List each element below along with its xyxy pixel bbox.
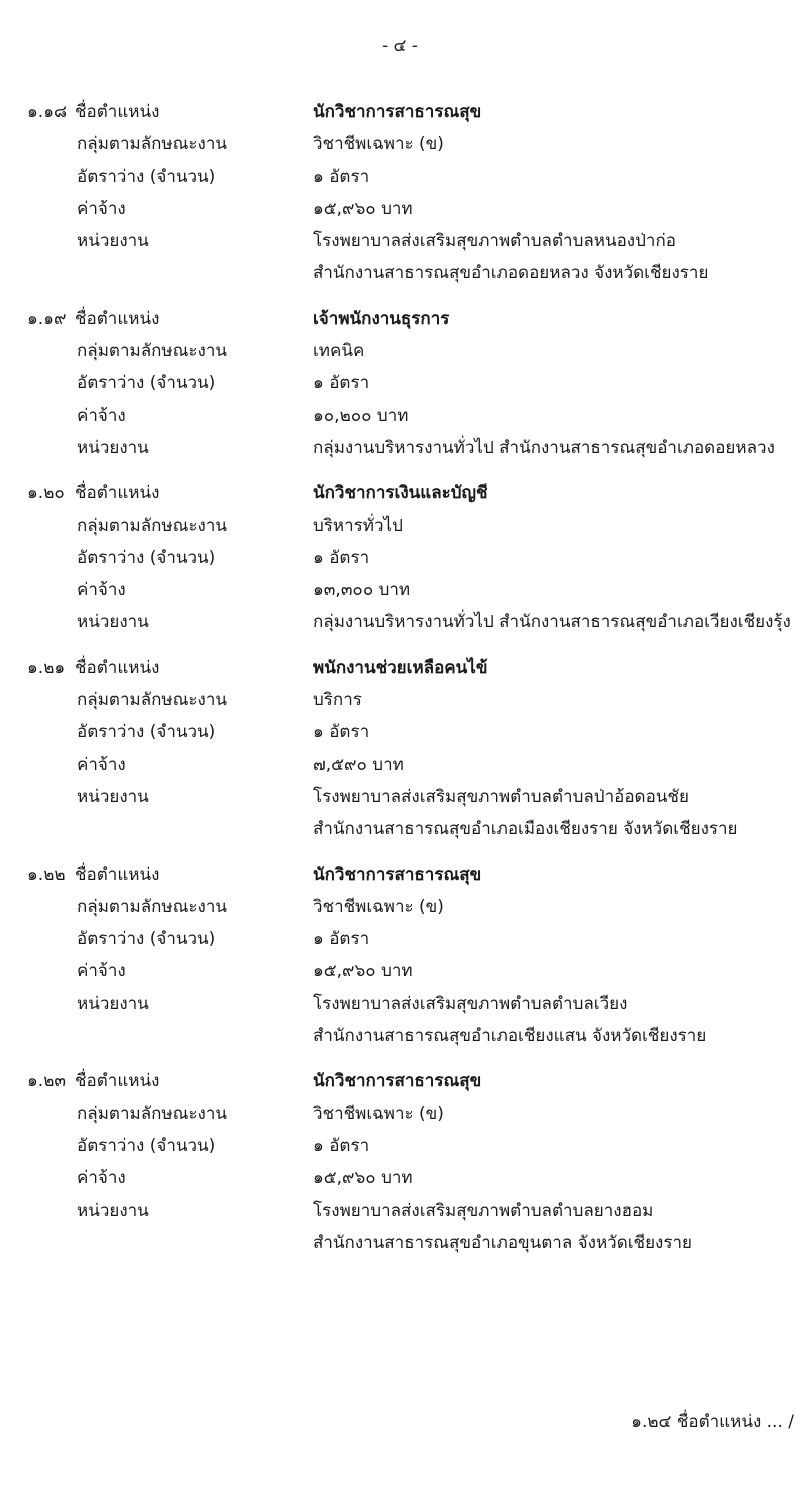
job-group-label: กลุ่มตามลักษณะงาน: [77, 1103, 227, 1124]
job-group-value: วิชาชีพเฉพาะ (ข): [313, 134, 444, 155]
vacancy-value: ๑ อัตรา: [313, 373, 370, 394]
wage-value: ๑๐,๒๐๐ บาท: [313, 405, 409, 426]
unit-value-continued: สำนักงานสาธารณสุขอำเภอเมืองเชียงราย จังหวัดเชียงราย: [313, 819, 738, 840]
unit-value: กลุ่มงานบริหารงานทั่วไป สำนักงานสาธารณสุขอำเภอเวียงเชียงรุ้ง: [313, 612, 791, 633]
wage-value: ๑๕,๙๖๐ บาท: [313, 961, 413, 982]
unit-label: หน่วยงาน: [77, 612, 149, 633]
job-group-label: กลุ่มตามลักษณะงาน: [77, 690, 227, 711]
position-title: เจ้าพนักงานธุรการ: [313, 308, 450, 329]
unit-value-continued: สำนักงานสาธารณสุขอำเภอเชียงแสน จังหวัดเชียงราย: [313, 1026, 707, 1047]
position-title: นักวิชาการสาธารณสุข: [313, 1071, 482, 1092]
page-number: - ๔ -: [382, 36, 418, 56]
position-number: ๑.๒๑: [27, 657, 66, 678]
wage-label: ค่าจ้าง: [77, 754, 126, 775]
job-group-value: บริการ: [313, 690, 362, 711]
vacancy-label: อัตราว่าง (จำนวน): [77, 1135, 216, 1156]
wage-value: ๑๕,๙๖๐ บาท: [313, 198, 413, 219]
job-group-label: กลุ่มตามลักษณะงาน: [77, 134, 227, 155]
position-title: นักวิชาการสาธารณสุข: [313, 864, 482, 885]
unit-value-continued: สำนักงานสาธารณสุขอำเภอดอยหลวง จังหวัดเชียงราย: [313, 263, 709, 284]
vacancy-value: ๑ อัตรา: [313, 1135, 370, 1156]
wage-value: ๑๕,๙๖๐ บาท: [313, 1168, 413, 1189]
job-group-label: กลุ่มตามลักษณะงาน: [77, 341, 227, 362]
vacancy-label: อัตราว่าง (จำนวน): [77, 373, 216, 394]
unit-value: โรงพยาบาลส่งเสริมสุขภาพตำบลตำบลเวียง: [313, 993, 628, 1014]
wage-value: ๗,๕๙๐ บาท: [313, 754, 404, 775]
job-group-value: วิชาชีพเฉพาะ (ข): [313, 896, 444, 917]
position-name-label: ชื่อตำแหน่ง: [75, 864, 160, 885]
job-group-label: กลุ่มตามลักษณะงาน: [77, 896, 227, 917]
wage-label: ค่าจ้าง: [77, 405, 126, 426]
position-list: [0, 96, 800, 1272]
position-number: ๑.๒๒: [27, 864, 66, 885]
vacancy-label: อัตราว่าง (จำนวน): [77, 166, 216, 187]
position-title: พนักงานช่วยเหลือคนไข้: [313, 657, 488, 678]
unit-value: โรงพยาบาลส่งเสริมสุขภาพตำบลตำบลป่าอ้อดอนชัย: [313, 786, 689, 807]
position-title: นักวิชาการเงินและบัญชี: [313, 483, 488, 504]
unit-label: หน่วยงาน: [77, 993, 149, 1014]
position-name-label: ชื่อตำแหน่ง: [75, 657, 160, 678]
vacancy-label: อัตราว่าง (จำนวน): [77, 547, 216, 568]
position-entry: [0, 477, 800, 638]
wage-label: ค่าจ้าง: [77, 961, 126, 982]
position-name-label: ชื่อตำแหน่ง: [75, 308, 160, 329]
unit-value-continued: สำนักงานสาธารณสุขอำเภอขุนตาล จังหวัดเชียงราย: [313, 1232, 692, 1253]
position-name-label: ชื่อตำแหน่ง: [75, 1071, 160, 1092]
continuation-note: ๑.๒๔ ชื่อตำแหน่ง ... /: [631, 1412, 794, 1432]
wage-value: ๑๓,๓๐๐ บาท: [313, 580, 411, 601]
position-entry: [0, 303, 800, 464]
position-entry: [0, 1065, 800, 1259]
position-name-label: ชื่อตำแหน่ง: [75, 102, 160, 122]
unit-value: โรงพยาบาลส่งเสริมสุขภาพตำบลตำบลหนองป่าก่อ: [313, 231, 676, 252]
wage-label: ค่าจ้าง: [77, 198, 126, 219]
vacancy-label: อัตราว่าง (จำนวน): [77, 929, 216, 950]
position-number: ๑.๑๙: [27, 308, 67, 329]
unit-label: หน่วยงาน: [77, 437, 149, 458]
vacancy-value: ๑ อัตรา: [313, 722, 370, 743]
job-group-label: กลุ่มตามลักษณะงาน: [77, 515, 227, 536]
position-number: ๑.๒๐: [27, 483, 65, 504]
unit-label: หน่วยงาน: [77, 231, 149, 252]
vacancy-value: ๑ อัตรา: [313, 547, 370, 568]
position-title: นักวิชาการสาธารณสุข: [313, 102, 482, 122]
vacancy-value: ๑ อัตรา: [313, 166, 370, 187]
job-group-value: บริหารทั่วไป: [313, 515, 403, 536]
position-number: ๑.๑๘: [27, 102, 68, 122]
unit-value: โรงพยาบาลส่งเสริมสุขภาพตำบลตำบลยางฮอม: [313, 1200, 654, 1221]
position-entry: [0, 859, 800, 1053]
position-number: ๑.๒๓: [27, 1071, 67, 1092]
wage-label: ค่าจ้าง: [77, 580, 126, 601]
vacancy-label: อัตราว่าง (จำนวน): [77, 722, 216, 743]
job-group-value: วิชาชีพเฉพาะ (ข): [313, 1103, 444, 1124]
unit-label: หน่วยงาน: [77, 786, 149, 807]
position-entry: [0, 96, 800, 290]
unit-value: กลุ่มงานบริหารงานทั่วไป สำนักงานสาธารณสุขอำเภอดอยหลวง: [313, 437, 775, 458]
position-entry: [0, 652, 800, 846]
unit-label: หน่วยงาน: [77, 1200, 149, 1221]
position-name-label: ชื่อตำแหน่ง: [75, 483, 160, 504]
wage-label: ค่าจ้าง: [77, 1168, 126, 1189]
job-group-value: เทคนิค: [313, 341, 365, 362]
vacancy-value: ๑ อัตรา: [313, 929, 370, 950]
